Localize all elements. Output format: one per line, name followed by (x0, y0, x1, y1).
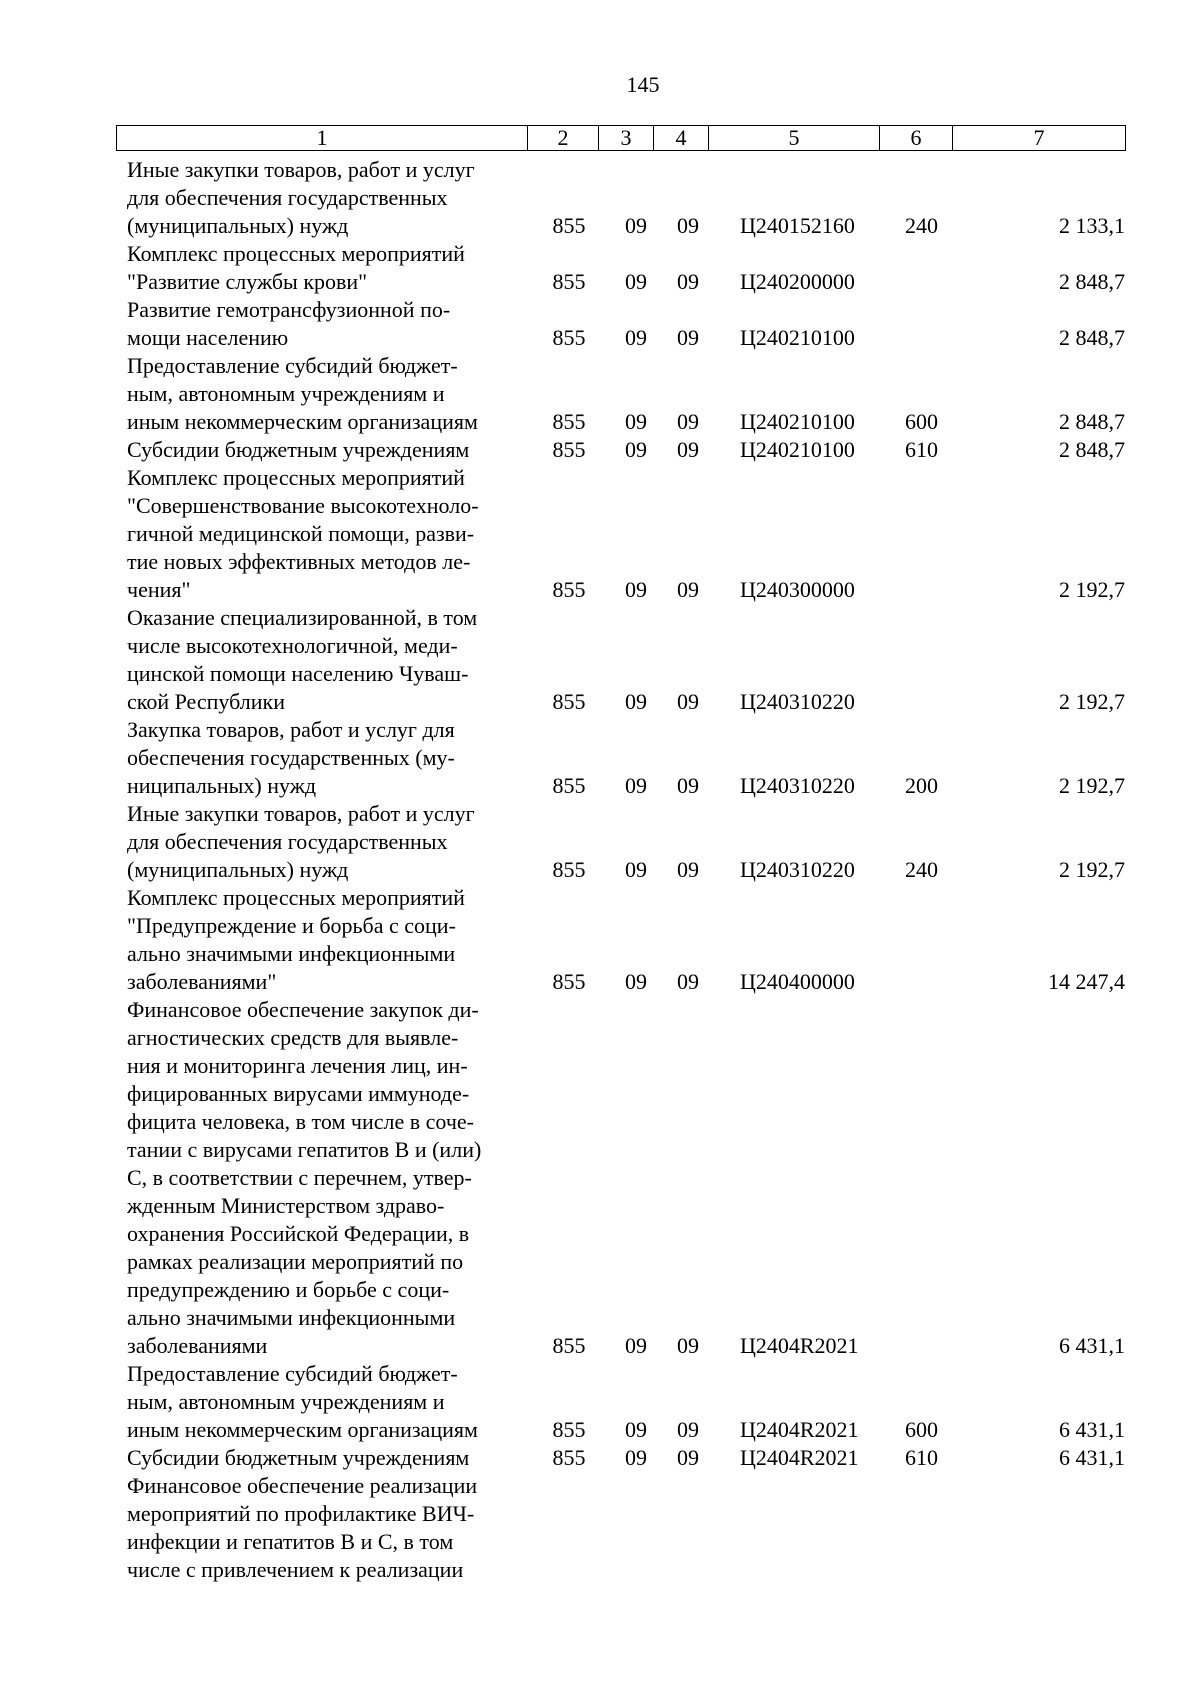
amount: 6 431,1 (1059, 1445, 1125, 1470)
table-row (0, 464, 1200, 604)
table-row (0, 716, 1200, 800)
row-name-line: предупреждению и борьбе с соци- (127, 1277, 450, 1302)
ministry-code: 855 (552, 969, 586, 994)
row-name-line: Иные закупки товаров, работ и услуг (127, 157, 475, 182)
target-article-code: Ц2404R2021 (740, 1333, 859, 1358)
row-name-line: ниципальных) нужд (127, 773, 317, 798)
subsection-code: 09 (677, 773, 699, 798)
row-name (127, 464, 522, 604)
row-name-line: Оказание специализированной, в том (127, 605, 478, 630)
ministry-code: 855 (552, 1333, 586, 1358)
section-code: 09 (625, 325, 647, 350)
section-code: 09 (625, 577, 647, 602)
ministry-code: 855 (552, 577, 586, 602)
table-row (0, 156, 1200, 240)
section-code: 09 (625, 269, 647, 294)
row-name-line: Закупка товаров, работ и услуг для (127, 717, 455, 742)
amount: 2 848,7 (1059, 409, 1125, 434)
target-article-code: Ц2404R2021 (740, 1417, 859, 1442)
table-row (0, 240, 1200, 296)
target-article-code: Ц240310220 (740, 857, 855, 882)
column-header-4: 4 (654, 126, 709, 151)
ministry-code: 855 (552, 773, 586, 798)
table-row (0, 296, 1200, 352)
subsection-code: 09 (677, 577, 699, 602)
amount: 2 192,7 (1059, 857, 1125, 882)
row-name-line: для обеспечения государственных (127, 185, 448, 210)
row-name-line: охранения Российской Федерации, в (127, 1221, 470, 1246)
row-name-line: жденным Министерством здраво- (127, 1193, 445, 1218)
amount: 14 247,4 (1048, 969, 1125, 994)
row-name (127, 1472, 522, 1584)
row-name-line: (муниципальных) нужд (127, 857, 349, 882)
expense-type-code: 610 (905, 1445, 938, 1470)
table-row (0, 1360, 1200, 1444)
target-article-code: Ц240400000 (740, 969, 855, 994)
subsection-code: 09 (677, 325, 699, 350)
section-code: 09 (625, 857, 647, 882)
subsection-code: 09 (677, 857, 699, 882)
target-article-code: Ц240210100 (740, 325, 855, 350)
expense-type-code: 600 (905, 409, 938, 434)
subsection-code: 09 (677, 689, 699, 714)
amount: 2 848,7 (1059, 325, 1125, 350)
subsection-code: 09 (677, 437, 699, 462)
target-article-code: Ц2404R2021 (740, 1445, 859, 1470)
ministry-code: 855 (552, 857, 586, 882)
row-name-line: фицированных вирусами иммуноде- (127, 1081, 470, 1106)
row-name-line: цинской помощи населению Чуваш- (127, 661, 469, 686)
table-row (0, 604, 1200, 716)
amount: 2 848,7 (1059, 269, 1125, 294)
subsection-code: 09 (677, 269, 699, 294)
amount: 6 431,1 (1059, 1417, 1125, 1442)
row-name-line: ным, автономным учреждениям и (127, 381, 445, 406)
subsection-code: 09 (677, 1445, 699, 1470)
section-code: 09 (625, 437, 647, 462)
row-name-line: Финансовое обеспечение закупок ди- (127, 997, 479, 1022)
row-name-line: иным некоммерческим организациям (127, 1417, 478, 1442)
row-name-line: Предоставление субсидий бюджет- (127, 353, 458, 378)
row-name-line: заболеваниями" (127, 969, 277, 994)
table-row (0, 1472, 1200, 1584)
column-header-2: 2 (528, 126, 599, 151)
row-name-line: ально значимыми инфекционными (127, 1305, 456, 1330)
amount: 2 192,7 (1059, 577, 1125, 602)
row-name-line: ально значимыми инфекционными (127, 941, 456, 966)
target-article-code: Ц240310220 (740, 773, 855, 798)
ministry-code: 855 (552, 689, 586, 714)
row-name (127, 436, 522, 464)
section-code: 09 (625, 1333, 647, 1358)
row-name-line: инфекции и гепатитов B и C, в том (127, 1529, 454, 1554)
row-name-line: "Предупреждение и борьба с соци- (127, 913, 456, 938)
ministry-code: 855 (552, 437, 586, 462)
row-name (127, 352, 522, 436)
amount: 6 431,1 (1059, 1333, 1125, 1358)
row-name-line: ным, автономным учреждениям и (127, 1389, 445, 1414)
section-code: 09 (625, 409, 647, 434)
column-header-row (117, 126, 1126, 151)
ministry-code: 855 (552, 325, 586, 350)
row-name (127, 996, 522, 1360)
row-name (127, 800, 522, 884)
row-name (127, 604, 522, 716)
row-name (127, 1444, 522, 1472)
expense-type-code: 240 (905, 213, 938, 238)
row-name-line: мощи населению (127, 325, 289, 350)
target-article-code: Ц240210100 (740, 409, 855, 434)
column-header-6: 6 (880, 126, 953, 151)
row-name-line: тие новых эффективных методов ле- (127, 549, 471, 574)
table-row (0, 884, 1200, 996)
section-code: 09 (625, 1417, 647, 1442)
amount: 2 192,7 (1059, 773, 1125, 798)
row-name-line: "Совершенствование высокотехноло- (127, 493, 479, 518)
amount: 2 192,7 (1059, 689, 1125, 714)
row-name (127, 1360, 522, 1444)
row-name-line: агностических средств для выявле- (127, 1025, 459, 1050)
row-name-line: заболеваниями (127, 1333, 268, 1358)
section-code: 09 (625, 213, 647, 238)
target-article-code: Ц240200000 (740, 269, 855, 294)
row-name-line: (муниципальных) нужд (127, 213, 349, 238)
target-article-code: Ц240300000 (740, 577, 855, 602)
row-name-line: Субсидии бюджетным учреждениям (127, 437, 470, 462)
table-row (0, 800, 1200, 884)
row-name-line: Иные закупки товаров, работ и услуг (127, 801, 475, 826)
ministry-code: 855 (552, 1445, 586, 1470)
row-name-line: рамках реализации мероприятий по (127, 1249, 464, 1274)
table-row (0, 1444, 1200, 1472)
row-name-line: Субсидии бюджетным учреждениям (127, 1445, 470, 1470)
section-code: 09 (625, 689, 647, 714)
row-name-line: Комплекс процессных мероприятий (127, 885, 465, 910)
row-name-line: тании с вирусами гепатитов B и (или) (127, 1137, 482, 1162)
column-header-1: 1 (117, 126, 528, 151)
amount: 2 133,1 (1059, 213, 1125, 238)
subsection-code: 09 (677, 409, 699, 434)
column-header-3: 3 (599, 126, 654, 151)
section-code: 09 (625, 773, 647, 798)
row-name-line: Развитие гемотрансфузионной по- (127, 297, 451, 322)
row-name-line: числе с привлечением к реализации (127, 1557, 464, 1582)
row-name-line: для обеспечения государственных (127, 829, 448, 854)
ministry-code: 855 (552, 213, 586, 238)
subsection-code: 09 (677, 213, 699, 238)
subsection-code: 09 (677, 1333, 699, 1358)
section-code: 09 (625, 969, 647, 994)
expense-type-code: 200 (905, 773, 938, 798)
row-name-line: Комплекс процессных мероприятий (127, 241, 465, 266)
row-name (127, 716, 522, 800)
table-row (0, 436, 1200, 464)
row-name (127, 884, 522, 996)
row-name-line: "Развитие службы крови" (127, 269, 368, 294)
expense-type-code: 610 (905, 437, 938, 462)
row-name-line: C, в соответствии с перечнем, утвер- (127, 1165, 472, 1190)
row-name-line: мероприятий по профилактике ВИЧ- (127, 1501, 475, 1526)
row-name-line: ния и мониторинга лечения лиц, ин- (127, 1053, 468, 1078)
target-article-code: Ц240210100 (740, 437, 855, 462)
row-name-line: фицита человека, в том числе в соче- (127, 1109, 474, 1134)
expense-type-code: 600 (905, 1417, 938, 1442)
ministry-code: 855 (552, 269, 586, 294)
subsection-code: 09 (677, 1417, 699, 1442)
row-name-line: Предоставление субсидий бюджет- (127, 1361, 458, 1386)
target-article-code: Ц240310220 (740, 689, 855, 714)
ministry-code: 855 (552, 1417, 586, 1442)
budget-table-body (0, 156, 1200, 1584)
row-name-line: обеспечения государственных (му- (127, 745, 455, 770)
column-header-table (116, 125, 1126, 151)
column-header-7: 7 (953, 126, 1126, 151)
ministry-code: 855 (552, 409, 586, 434)
table-row (0, 352, 1200, 436)
row-name (127, 156, 522, 240)
table-row (0, 996, 1200, 1360)
row-name-line: гичной медицинской помощи, разви- (127, 521, 475, 546)
amount: 2 848,7 (1059, 437, 1125, 462)
subsection-code: 09 (677, 969, 699, 994)
page-number: 145 (626, 72, 660, 97)
row-name-line: иным некоммерческим организациям (127, 409, 478, 434)
row-name-line: Комплекс процессных мероприятий (127, 465, 465, 490)
row-name (127, 296, 522, 352)
row-name-line: чения" (127, 577, 191, 602)
row-name-line: числе высокотехнологичной, меди- (127, 633, 458, 658)
expense-type-code: 240 (905, 857, 938, 882)
section-code: 09 (625, 1445, 647, 1470)
row-name (127, 240, 522, 296)
target-article-code: Ц240152160 (740, 213, 855, 238)
row-name-line: ской Республики (127, 689, 285, 714)
column-header-5: 5 (709, 126, 880, 151)
row-name-line: Финансовое обеспечение реализации (127, 1473, 478, 1498)
